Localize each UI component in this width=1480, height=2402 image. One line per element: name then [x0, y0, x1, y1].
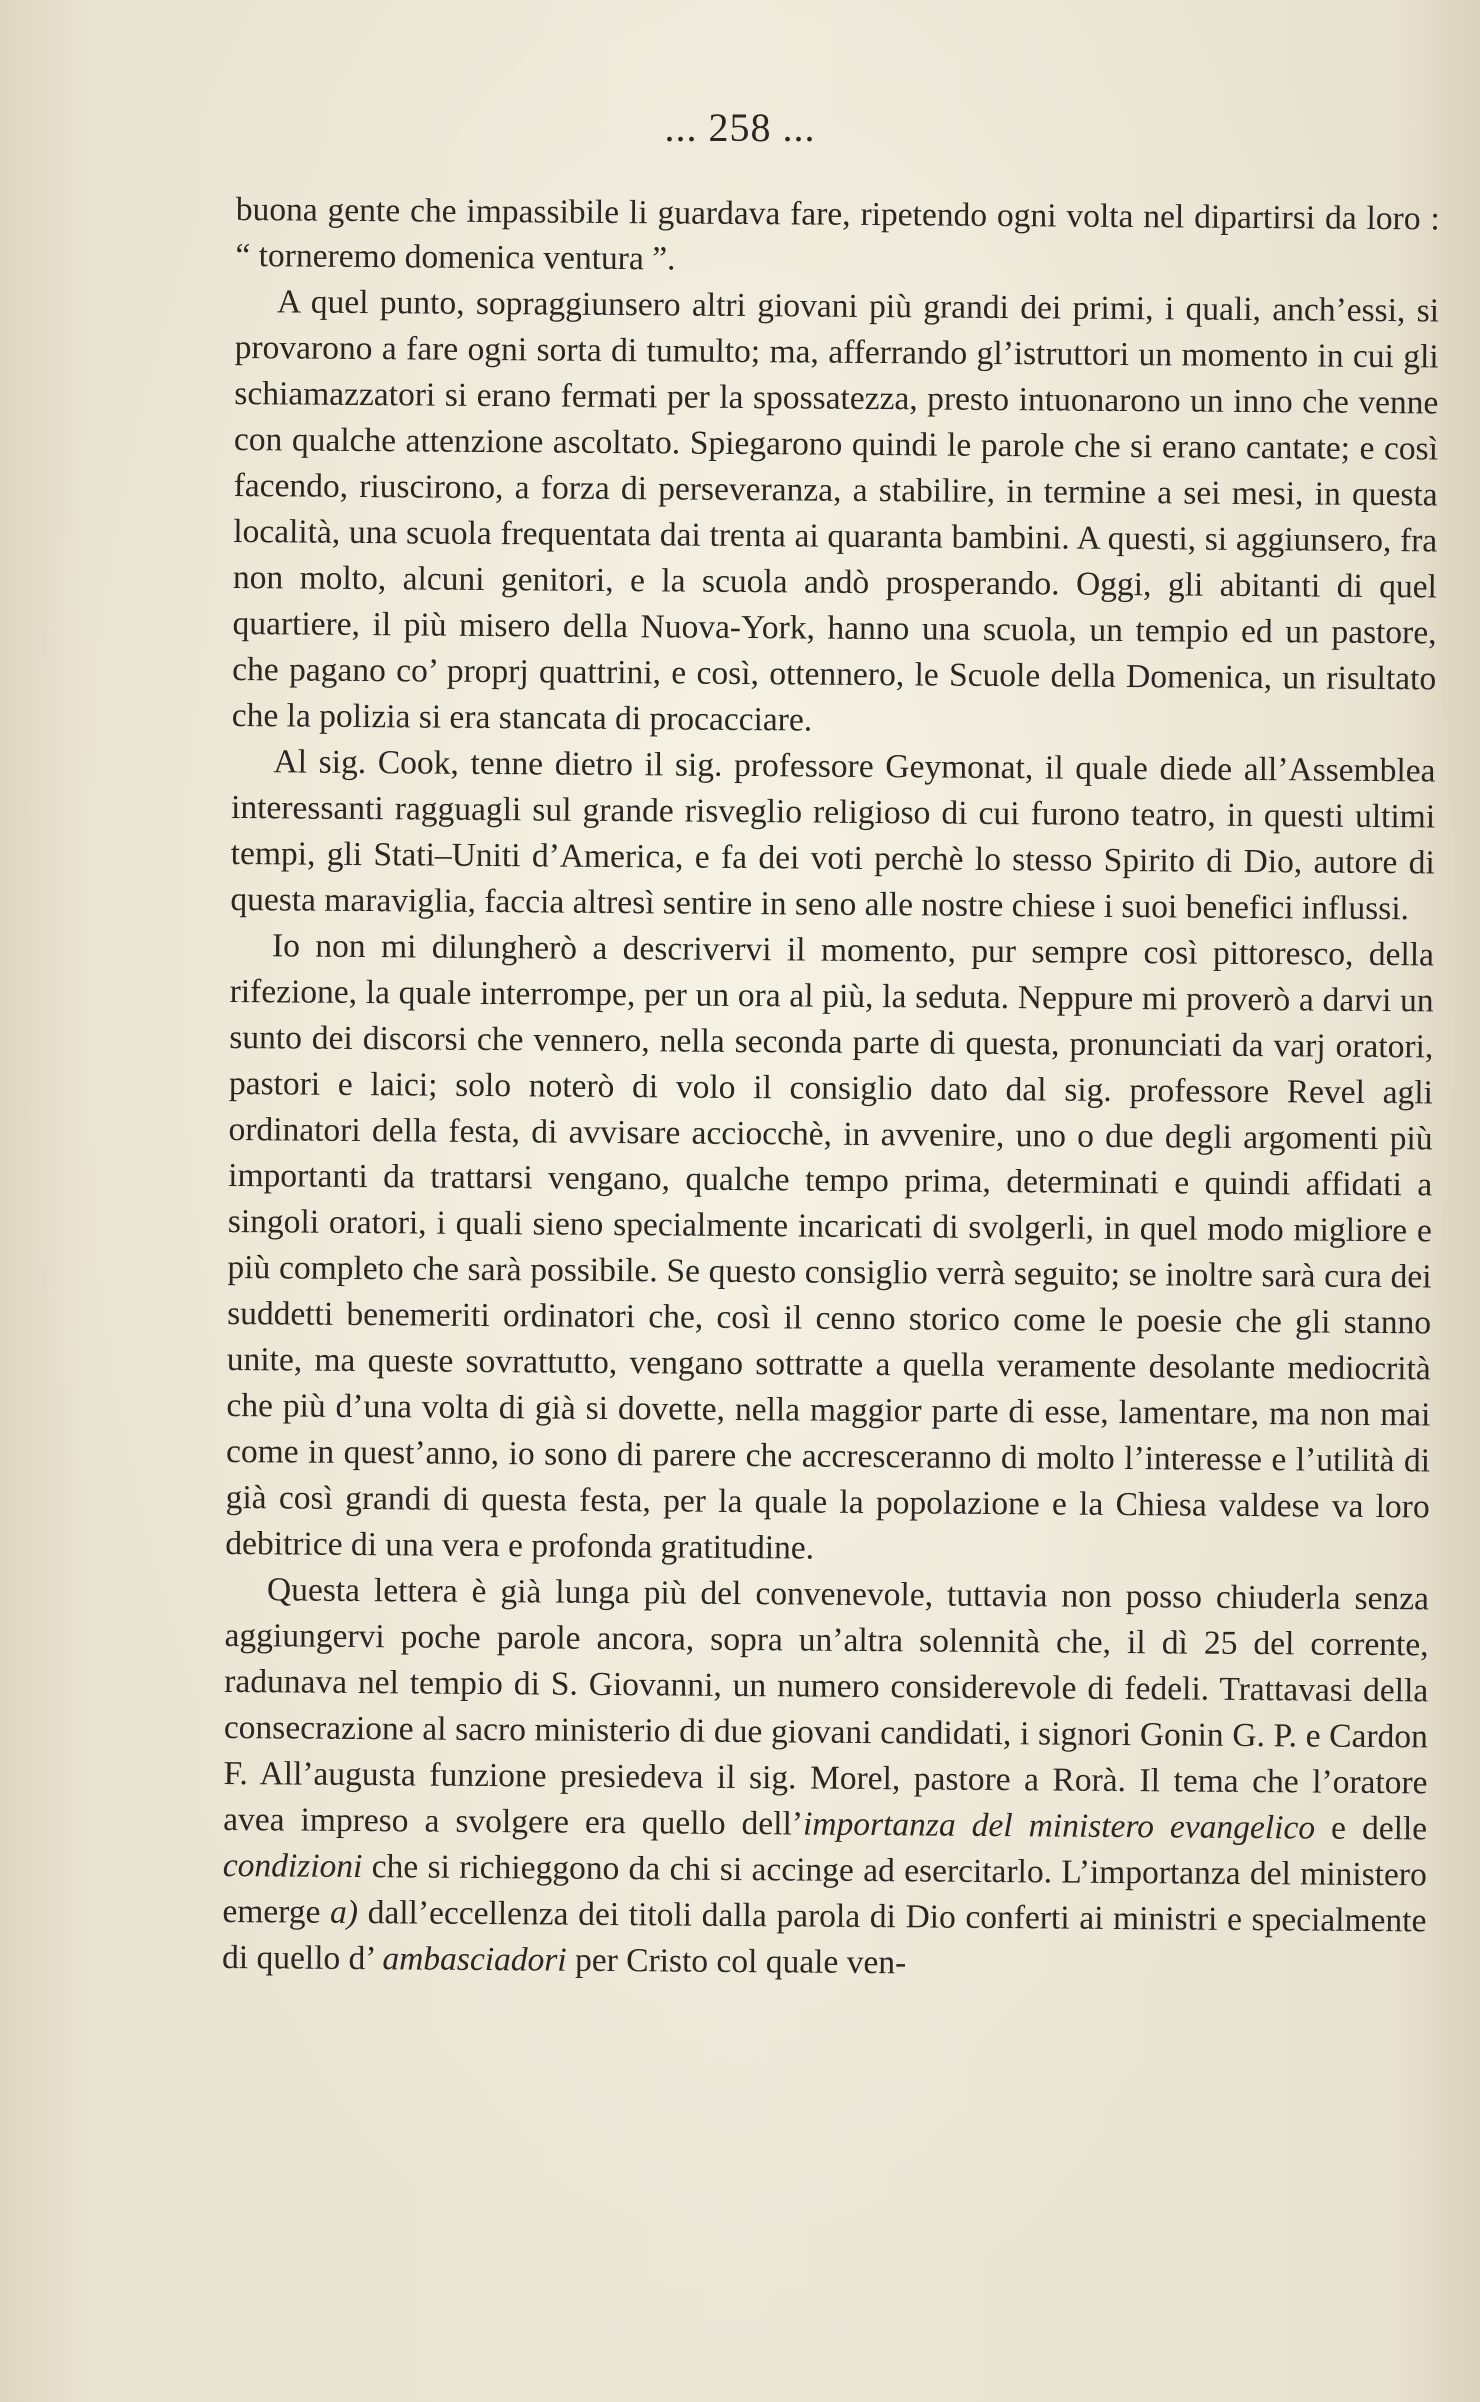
- paragraph: [232, 279, 1440, 748]
- text-run: buona gente che impassibile li guardava fare, ripetendo ogni volta nel dipartirsi da loro : “ torneremo domenica ventura ”.: [235, 190, 1440, 278]
- paragraph: [235, 187, 1440, 288]
- text-run: Al sig. Cook, tenne dietro il sig. professore Geymonat, il quale diede all’Assemblea interessanti ragguagli sul grande risveglio religioso di cui furono teatro, in questi ultimi tempi, gli Stati–Uniti d’America, e fa dei voti perchè lo stesso Spirito di Dio, autore di questa maraviglia, faccia altresì sentire in seno alle nostre chiese i suoi benefici influssi.: [230, 743, 1436, 928]
- paragraph: [225, 923, 1434, 1576]
- text-run: A quel punto, sopraggiunsero altri giovani più grandi dei primi, i quali, anch’essi, si provarono a fare ogni sorta di tumulto; ma, afferrando gl’istruttori un momento in cui gli schiamazzatori si erano fermati per la spossatezza, presto intuonarono un inno che venne con qualche attenzione ascoltato. Spiegarono quindi le parole che si erano cantate; e così facendo, riuscirono, a forza di perseveranza, a stabilire, in termine a sei mesi, in questa località, una scuola frequentata dai trenta ai quaranta bambini. A questi, si aggiunsero, fra non molto, alcuni genitori, e la scuola andò prosperando. Oggi, gli abitanti di quel quartiere, il più misero della Nuova-York, hanno una scuola, un tempio ed un pastore, che pagano co’ proprj quattrini, e così, ottennero, le Scuole della Domenica, un risultato che la polizia si era stancata di procacciare.: [231, 283, 1440, 739]
- italic-text-run: a): [329, 1893, 359, 1932]
- text-run: dall’eccellenza dei titoli dalla parola di Dio conferti ai ministri e specialmente di quello d’: [221, 1894, 1427, 1978]
- paragraph: [222, 1567, 1429, 1990]
- text-run: per Cristo col quale ven-: [566, 1941, 907, 1982]
- paragraph: [230, 739, 1435, 932]
- text-run: Questa lettera è già lunga più del convenevole, tuttavia non posso chiuderla senza aggiungervi poche parole ancora, sopra un’altra solennità che, il dì 25 del corrente, radunava nel tempio di S. Giovanni, un numero considerevole di fedeli. Trattavasi della consecrazione al sacro ministerio di due giovani candidati, i signori Gonin G. P. e Cardon F. All’augusta funzione presiedeva il sig. Morel, pastore a Rorà. Il tema che l’oratore avea impreso a svolgere era quello dell’: [223, 1571, 1430, 1843]
- italic-text-run: ambasciadori: [382, 1940, 567, 1979]
- body-text: [222, 187, 1440, 1990]
- italic-text-run: condizioni: [222, 1846, 363, 1886]
- text-run: e delle: [1314, 1809, 1428, 1848]
- text-run: Io non mi dilungherò a descrivervi il momento, pur sempre così pittoresco, della rifezione, la quale interrompe, per un ora al più, la seduta. Neppure mi proverò a darvi un sunto dei discorsi che vennero, nella seconda parte di questa, pronunciati da varj oratori, pastori e laici; solo noterò di volo il consiglio dato dal sig. professore Revel agli ordinatori della festa, di avvisare acciocchè, in avvenire, uno o due degli argomenti più importanti da trattarsi vengano, qualche tempo prima, determinati e quindi affidati a singoli oratori, i quali sieno specialmente incaricati di svolgerli, in quel modo migliore e più completo che sarà possibile. Se questo consiglio verrà seguito; se inoltre sarà cura dei suddetti benemeriti ordinatori che, così il cenno storico come le poesie che gli stanno unite, ma queste sovrattutto, vengano sottratte a quella veramente desolante mediocrità che più d’una volta di già si dovette, nella maggior parte di esse, lamentare, ma non mai come in quest’anno, io sono di parere che accresceranno di molto l’interesse e l’utilità di già così grandi di questa festa, per la quale la popolazione e la Chiesa valdese va loro debitrice di una vera e profonda gratitudine.: [225, 927, 1435, 1567]
- page-number: ... 258 ...: [664, 105, 816, 150]
- text-run: che si richieggono da chi si accinge ad esercitarlo. L’importanza del ministero emerge: [222, 1848, 1427, 1931]
- italic-text-run: importanza del ministero evangelico: [802, 1805, 1316, 1847]
